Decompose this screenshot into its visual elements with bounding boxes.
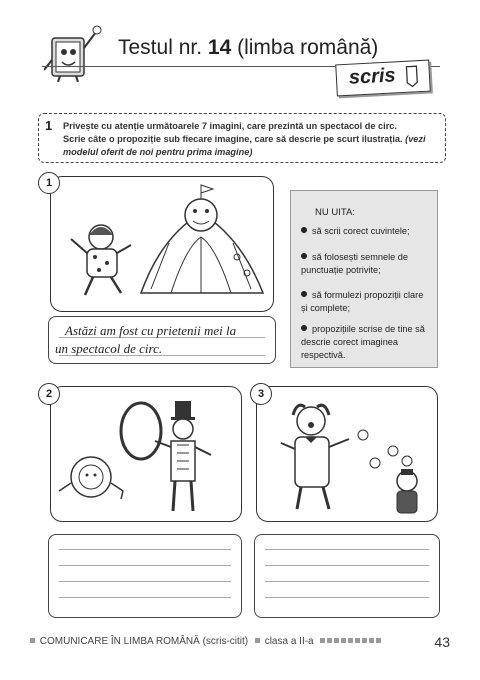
- answer-box-1[interactable]: [48, 316, 276, 364]
- image-panel-3: [256, 386, 438, 522]
- answer-box-3[interactable]: [254, 534, 440, 618]
- example-answer-line-2: un spectacol de circ.: [55, 341, 163, 356]
- panel-number-1: 1: [38, 172, 60, 194]
- pencil-icon: [402, 64, 421, 89]
- bullet-icon: [301, 325, 307, 331]
- clown-and-tent-illustration: [51, 177, 273, 311]
- footer-subject-note: (scris-citit): [202, 636, 249, 647]
- reminder-item: să formulezi propoziții clare și complete;: [301, 290, 424, 313]
- reminder-item: să folosești semnele de punctuație potrivite;: [301, 252, 409, 275]
- panel-number-3: 3: [250, 383, 272, 405]
- mode-badge: scris: [335, 60, 431, 97]
- bullet-icon: [301, 253, 307, 259]
- reminder-item: propozițiile scrise de tine să descrie corect imaginea respectivă.: [301, 324, 425, 360]
- panel-number-2: 2: [38, 383, 60, 405]
- juggling-clown-and-monkey-illustration: [257, 387, 437, 521]
- reminder-title: NU UITA:: [315, 207, 355, 218]
- page-footer: [30, 636, 450, 652]
- answer-box-2[interactable]: [48, 534, 242, 618]
- image-panel-2: [50, 386, 242, 522]
- bullet-icon: [301, 291, 307, 297]
- reminder-item: să scrii corect cuvintele;: [301, 225, 431, 238]
- page-title: Testul nr. 14 (limba română): [118, 36, 379, 59]
- task-text: Privește cu atenție următoarele 7 imagini, care prezintă un spectacol de circ. Scrie câte o propoziție sub fiecare imagine, care să descrie pe scurt ilustrația. (vezi modelul oferit de noi pentru prima imagine): [63, 121, 426, 157]
- book-mascot-icon: [44, 20, 102, 82]
- example-answer-line-1: Astăzi am fost cu prietenii mei la: [65, 323, 237, 338]
- image-panel-1: [50, 176, 274, 312]
- task-number: 1: [45, 118, 53, 133]
- ringmaster-and-lion-illustration: [51, 387, 241, 521]
- footer-grade: clasa a II-a: [264, 636, 314, 647]
- reminder-box: [290, 190, 438, 368]
- bullet-icon: [301, 227, 307, 233]
- footer-subject: COMUNICARE ÎN LIMBA ROMÂNĂ: [39, 636, 200, 647]
- task-instructions: [38, 113, 446, 163]
- page-number: 43: [434, 634, 450, 650]
